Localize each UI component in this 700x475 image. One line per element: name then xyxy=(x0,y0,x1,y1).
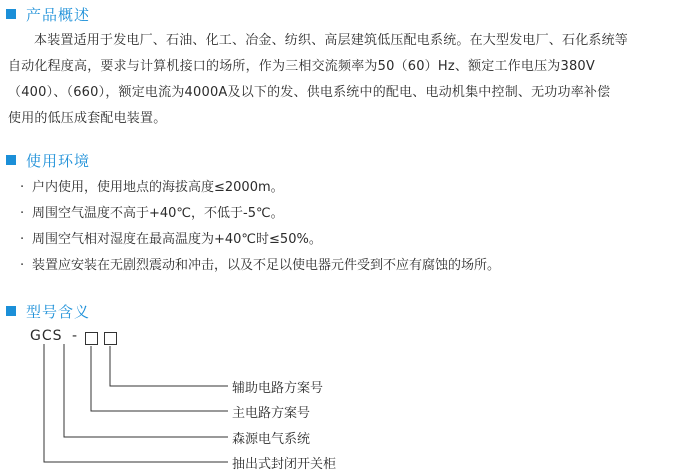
label-main-circuit: 主电路方案号 xyxy=(232,406,311,421)
overview-line: 自动化程度高，要求与计算机接口的场所，作为三相交流频率为50（60）Hz、额定工作电压为380V xyxy=(8,59,595,74)
label-aux-circuit: 辅助电路方案号 xyxy=(232,381,324,396)
model-title: 型号含义 xyxy=(26,302,91,321)
leader-line-system xyxy=(64,344,228,437)
list-item: · 户内使用，使用地点的海拔高度≤2000m。 xyxy=(20,180,284,195)
leader-line-aux xyxy=(110,346,228,386)
model-dash: - xyxy=(71,328,79,344)
overview-line: （400）、（660），额定电流为4000A及以下的发、供电系统中的配电、电动机集中控制、无功功率补偿 xyxy=(8,85,611,100)
leader-line-main xyxy=(91,346,228,411)
list-item: · 周围空气相对湿度在最高温度为+40℃时≤50%。 xyxy=(20,232,322,247)
label-cabinet: 抽出式封闭开关柜 xyxy=(232,457,337,472)
overview-line: 本装置适用于发电厂、石油、化工、冶金、纺织、高层建筑低压配电系统。在大型发电厂、石化系统等 xyxy=(34,33,629,48)
list-item: · 周围空气温度不高于+40℃，不低于-5℃。 xyxy=(20,206,284,221)
overview-title: 产品概述 xyxy=(26,5,91,24)
overview-line: 使用的低压成套配电装置。 xyxy=(8,111,167,126)
label-system: 森源电气系统 xyxy=(232,432,311,447)
model-code-text: GCS xyxy=(30,328,63,344)
leader-line-cabinet xyxy=(44,344,228,462)
environment-title: 使用环境 xyxy=(26,151,91,170)
list-item: · 装置应安装在无剧烈震动和冲击，以及不足以使电器元件受到不应有腐蚀的场所。 xyxy=(20,258,501,273)
